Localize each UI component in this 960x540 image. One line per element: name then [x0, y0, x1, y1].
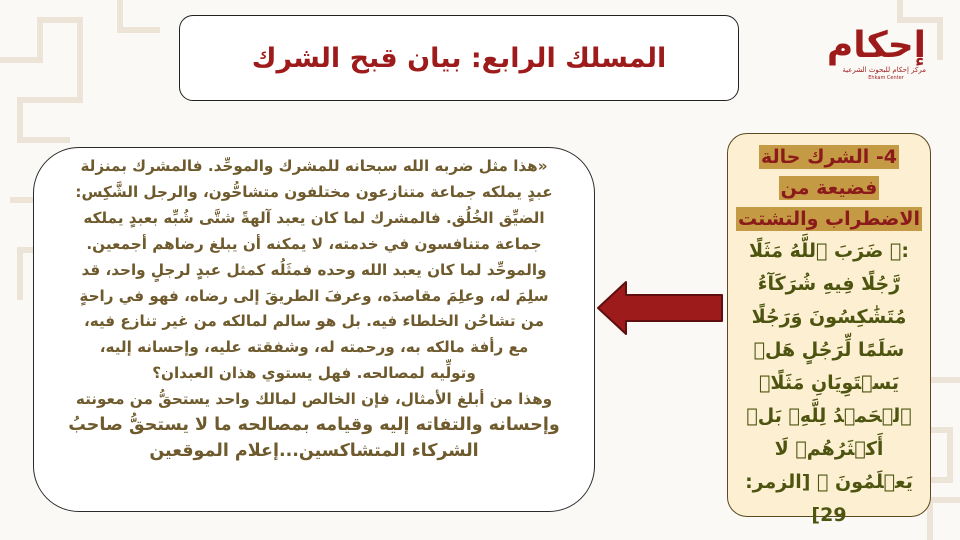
quran-verse: :﴿ ضَرَبَ ٱللَّهُ مَثَلًا رَّجُلًا فِيهِ شُرَكَآءُ مُتَشَٰكِسُونَ وَرَجُلًا سَلَمًا لِّرَجُلٍ هَلۡ يَسۡتَوِيَانِ مَثَلًاۚ ٱلۡحَمۡدُ لِلَّهِۚ بَلۡ أَكۡثَرُهُمۡ لَا يَعۡلَمُونَ ﴾ [الزمر: 29]: [745, 240, 913, 526]
quote-line: وهذا من أبلغ الأمثال، فإن الخالص لمالك واحد يستحقُّ من معونته: [75, 390, 553, 409]
page-title: المسلك الرابع: بيان قبح الشرك: [251, 42, 667, 74]
logo: [826, 25, 926, 96]
quote-line: جماعة متنافسون في خدمته، لا يمكنه أن يبلغ رضاهم أجمعين.: [86, 234, 542, 253]
logo-subtitle: مركز إحكام للبحوث الشرعية: [842, 66, 926, 74]
side-heading: 4- الشرك حالة فضيعة من الاضطراب والتشتت: [738, 146, 920, 230]
logo-subtitle-small: Ehkam Center: [868, 75, 904, 81]
quote-line: عبدٍ يملكه جماعة متنازعون مختلفون متشاحُّون، والرجل الشَّكِس:: [75, 182, 553, 201]
title-box: [179, 15, 739, 101]
quote-line: الضيِّق الخُلُق. فالمشرك لما كان يعبد آلهةً شتَّى شُبِّه بعبدٍ يملكه: [83, 208, 545, 227]
quote-line: الشركاء المتشاكسين...إعلام الموقعين: [149, 440, 479, 461]
quote-line: من تشاحُن الخلطاء فيه. بل هو سالم لمالكه من غير تنازع فيه،: [84, 312, 544, 331]
quote-line: «هذا مثل ضربه الله سبحانه للمشرك والموحِّد. فالمشرك بمنزلة: [80, 157, 548, 175]
side-box: [727, 133, 931, 526]
quote-line: وإحسانه والتفاته إليه وقيامه بمصالحه ما لا يستحقُّ صاحبُ: [68, 415, 560, 436]
left-arrow-icon: [596, 280, 724, 336]
quote-box: [33, 147, 595, 512]
quote-text: [64, 154, 564, 465]
quote-line: سلِمَ له، وعلِمَ مقاصدَه، وعرفَ الطريقَ إلى رضاه، فهو في راحةٍ: [79, 286, 549, 305]
quote-line: مع رأفة مالكه به، ورحمته له، وشفقته عليه، وإحسانه إليه،: [99, 338, 529, 357]
logo-name: إحكام: [826, 25, 926, 66]
quote-line: وتولِّيه لمصالحه. فهل يستوي هذان العبدان؟: [152, 364, 476, 383]
quote-line: والموحِّد لما كان يعبد الله وحده فمثَلُه كمثل عبدٍ لرجلٍ واحد، قد: [81, 260, 547, 279]
